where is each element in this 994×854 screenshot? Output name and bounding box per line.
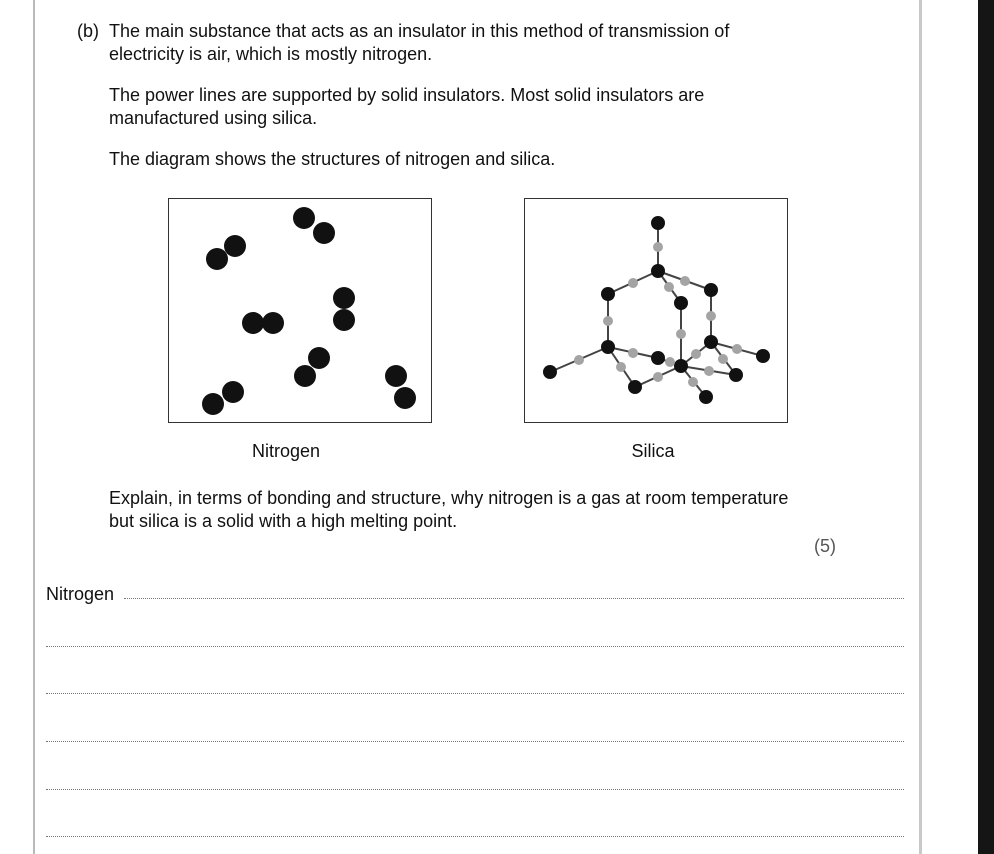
nitrogen-diagram	[168, 198, 432, 423]
question-part-label: (b)	[77, 21, 99, 41]
answer-line-5[interactable]	[46, 789, 904, 790]
answer-label-nitrogen: Nitrogen	[46, 584, 115, 604]
silica-lattice	[525, 199, 787, 421]
n2-molecule	[293, 207, 335, 244]
intro-line-2: electricity is air, which is mostly nitrogen.	[109, 44, 433, 64]
explain-line-2: but silica is a solid with a high melting point.	[109, 511, 458, 531]
diagram-intro: The diagram shows the structures of nitrogen and silica.	[109, 149, 556, 169]
window-edge	[978, 0, 994, 854]
nitrogen-caption: Nitrogen	[251, 441, 321, 461]
right-margin-rule	[919, 0, 922, 854]
answer-line-4[interactable]	[46, 741, 904, 742]
answer-line-2[interactable]	[46, 646, 904, 647]
power-line-2: manufactured using silica.	[109, 108, 318, 128]
n2-molecule	[242, 312, 284, 334]
n2-molecule	[385, 365, 416, 409]
intro-line-1: The main substance that acts as an insulator in this method of transmission of	[109, 21, 730, 41]
n2-molecule	[202, 381, 244, 415]
n2-molecule	[294, 347, 330, 387]
n2-molecule	[333, 287, 355, 331]
n2-molecule	[206, 235, 246, 270]
answer-line-3[interactable]	[46, 693, 904, 694]
nitrogen-molecules	[169, 199, 431, 421]
left-margin-rule	[33, 0, 35, 854]
marks-badge: (5)	[814, 536, 836, 556]
answer-line-1[interactable]	[124, 598, 904, 599]
silica-diagram	[524, 198, 788, 423]
power-line-1: The power lines are supported by solid insulators. Most solid insulators are	[109, 85, 705, 105]
explain-line-1: Explain, in terms of bonding and structure, why nitrogen is a gas at room temperature	[109, 488, 789, 508]
answer-line-6[interactable]	[46, 836, 904, 837]
silica-caption: Silica	[631, 441, 675, 461]
